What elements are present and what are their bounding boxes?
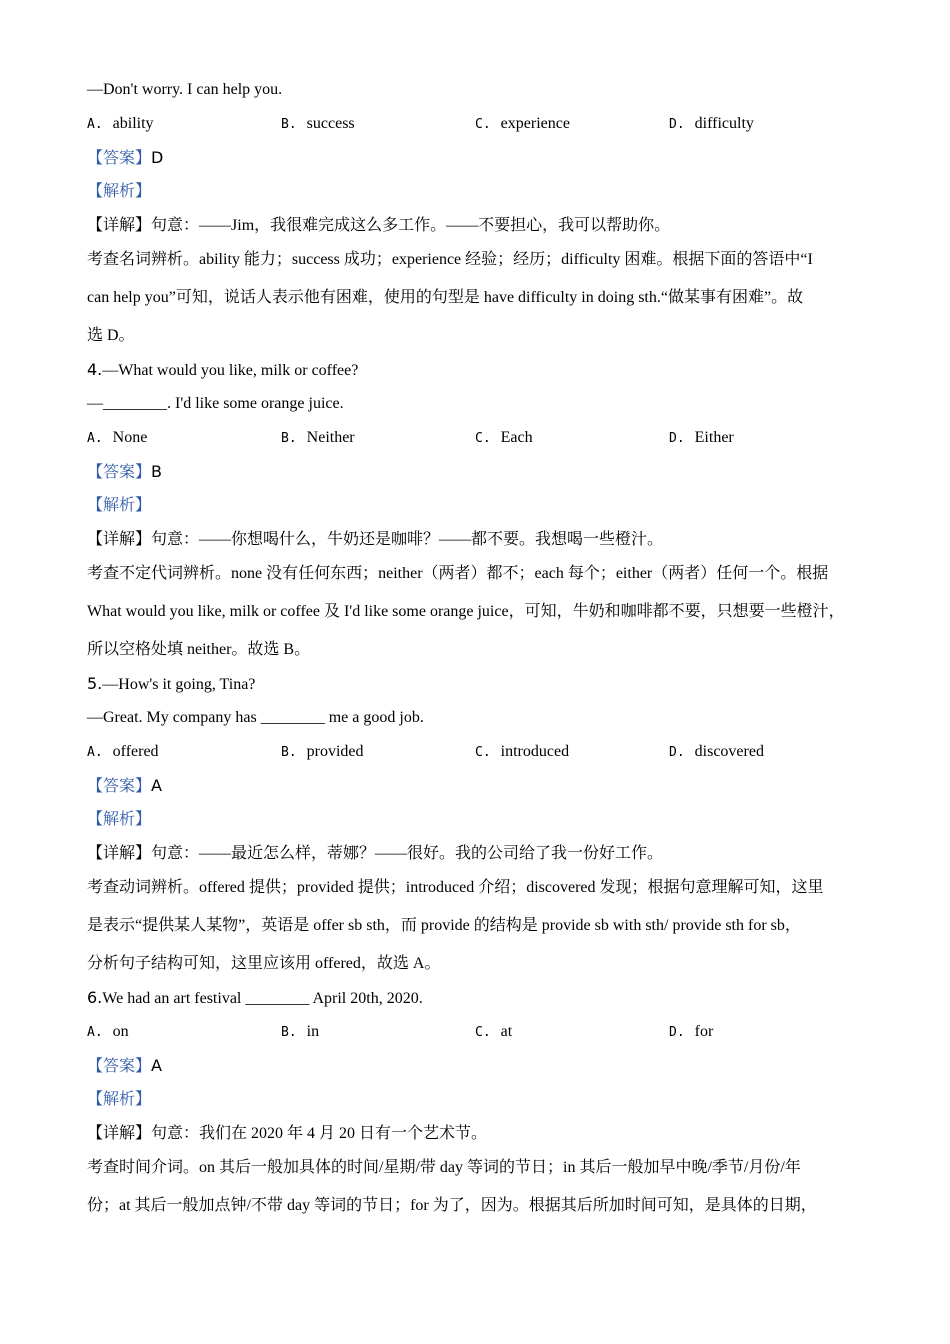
q5-options (87, 740, 877, 764)
q6-option-c[interactable]: C. at (475, 1023, 513, 1040)
q4-option-a[interactable]: A. None (87, 429, 148, 446)
detail-label: 【详解】 (87, 845, 152, 862)
q6-explain-line: 份；at 其后一般加点钟/不带 day 等词的节日；for 为了，因为。根据其后所加时间可知，是具体的日期， (87, 1197, 817, 1214)
detail-label: 【详解】 (87, 531, 152, 548)
q4-explain-line: 所以空格处填 neither。故选 B。 (87, 641, 311, 658)
answer-label: 【答案】 (87, 150, 152, 167)
q6-explain-line: 考查时间介词。on 其后一般加具体的时间/星期/带 day 等词的节日；in 其后一般加早中晚/季节/月份/年 (87, 1159, 801, 1176)
q3-detail: 【详解】句意：——Jim，我很难完成这么多工作。——不要担心，我可以帮助你。 (87, 217, 671, 234)
q3-option-b[interactable]: B. success (281, 115, 355, 132)
document-page (87, 78, 877, 1232)
q4-answer (87, 460, 877, 484)
q5-explain-line: 是表示“提供某人某物”，英语是 offer sb sth，而 provide 的结构是 provide sb with sth/ provide sth for sb， (87, 917, 801, 934)
q6-analysis-label: 【解析】 (87, 1091, 152, 1108)
answer-label: 【答案】 (87, 778, 152, 795)
q4-explain-line: What would you like, milk or coffee 及 I'd like some orange juice，可知，牛奶和咖啡都不要，只想要一些橙汁， (87, 603, 845, 620)
q4-option-c[interactable]: C. Each (475, 429, 533, 446)
q5-option-d[interactable]: D. discovered (669, 743, 764, 760)
q4-option-b[interactable]: B. Neither (281, 429, 355, 446)
q4-question: 4.—What would you like, milk or coffee? (87, 360, 359, 379)
q5-explain-line: 分析句子结构可知，这里应该用 offered，故选 A。 (87, 955, 441, 972)
q4-options (87, 426, 877, 450)
q4-dialog-line: —________. I'd like some orange juice. (87, 395, 344, 412)
question-number: 5. (87, 674, 103, 693)
q4-option-d[interactable]: D. Either (669, 429, 734, 446)
answer-value: A (151, 776, 162, 795)
q3-option-c[interactable]: C. experience (475, 115, 570, 132)
detail-label: 【详解】 (87, 217, 152, 234)
q5-analysis-label: 【解析】 (87, 811, 152, 828)
q5-detail: 【详解】句意：——最近怎么样，蒂娜？——很好。我的公司给了我一份好工作。 (87, 845, 664, 862)
q5-answer (87, 774, 877, 798)
answer-value: A (151, 1056, 162, 1075)
q6-detail: 【详解】句意：我们在 2020 年 4 月 20 日有一个艺术节。 (87, 1125, 488, 1142)
q5-option-a[interactable]: A. offered (87, 743, 159, 760)
q3-analysis-label: 【解析】 (87, 183, 152, 200)
q5-explain-line: 考查动词辨析。offered 提供；provided 提供；introduced 介绍；discovered 发现；根据句意理解可知，这里 (87, 879, 824, 896)
q6-options (87, 1020, 877, 1044)
q3-answer (87, 146, 877, 170)
question-number: 6. (87, 988, 103, 1007)
q6-option-a[interactable]: A. on (87, 1023, 129, 1040)
q4-analysis-label: 【解析】 (87, 497, 152, 514)
answer-value: B (151, 462, 162, 481)
q6-option-d[interactable]: D. for (669, 1023, 714, 1040)
q6-option-b[interactable]: B. in (281, 1023, 320, 1040)
q3-dialog-line: —Don't worry. I can help you. (87, 81, 283, 98)
answer-label: 【答案】 (87, 464, 152, 481)
q3-options (87, 112, 877, 136)
q3-explain-line: can help you”可知，说话人表示他有困难，使用的句型是 have difficulty in doing sth.“做某事有困难”。故 (87, 289, 804, 306)
q5-option-c[interactable]: C. introduced (475, 743, 570, 760)
q3-explain-line: 考查名词辨析。ability 能力；success 成功；experience 经验；经历；difficulty 困难。根据下面的答语中“I (87, 251, 813, 268)
q3-option-a[interactable]: A. ability (87, 115, 154, 132)
question-number: 4. (87, 360, 103, 379)
q6-answer (87, 1054, 877, 1078)
q5-question: 5.—How's it going, Tina? (87, 674, 256, 693)
q3-explain-line: 选 D。 (87, 327, 135, 344)
q4-detail: 【详解】句意：——你想喝什么，牛奶还是咖啡？——都不要。我想喝一些橙汁。 (87, 531, 664, 548)
q3-option-d[interactable]: D. difficulty (669, 115, 754, 132)
detail-label: 【详解】 (87, 1125, 152, 1142)
q5-dialog-line: —Great. My company has ________ me a good job. (87, 709, 424, 726)
answer-value: D (151, 148, 164, 167)
q4-explain-line: 考查不定代词辨析。none 没有任何东西；neither（两者）都不；each 每个；either（两者）任何一个。根据 (87, 565, 829, 582)
answer-label: 【答案】 (87, 1058, 152, 1075)
q5-option-b[interactable]: B. provided (281, 743, 364, 760)
q6-question: 6.We had an art festival ________ April 20th, 2020. (87, 988, 423, 1007)
